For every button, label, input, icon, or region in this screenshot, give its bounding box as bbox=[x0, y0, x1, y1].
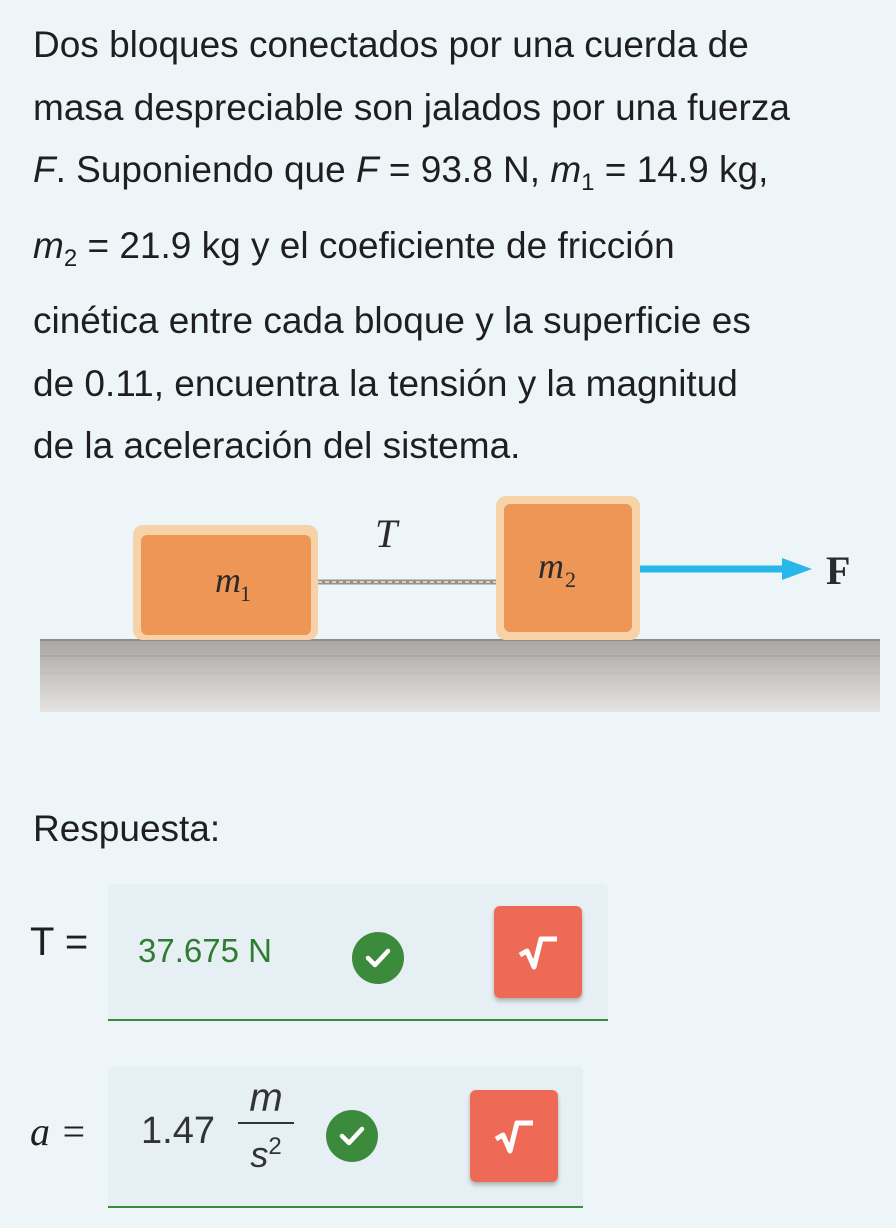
acceleration-answer-label: a = bbox=[30, 1109, 87, 1154]
block-m2-subscript: 2 bbox=[565, 567, 576, 592]
tension-answer-field[interactable] bbox=[108, 884, 608, 1021]
math-input-button[interactable] bbox=[470, 1090, 558, 1182]
problem-line-7: de la aceleración del sistema. bbox=[33, 425, 521, 466]
check-circle-icon bbox=[352, 932, 404, 984]
ground bbox=[40, 640, 880, 712]
force-arrow bbox=[640, 558, 812, 580]
problem-line-1: Dos bloques conectados por una cuerda de bbox=[33, 24, 749, 65]
tension-label: T bbox=[375, 511, 398, 556]
problem-line-2: masa despreciable son jalados por una fuerza bbox=[33, 86, 790, 128]
unit-numerator: m bbox=[249, 1076, 283, 1120]
acceleration-answer-field[interactable] bbox=[108, 1066, 583, 1208]
unit-denominator: $s^2$ bbox=[250, 1133, 282, 1175]
block-m2-label: m bbox=[538, 546, 564, 586]
force-label: F bbox=[826, 548, 851, 593]
block-m1-subscript: 1 bbox=[240, 581, 251, 606]
acceleration-unit bbox=[238, 1076, 294, 1176]
block-m1 bbox=[133, 525, 318, 640]
square-root-icon bbox=[493, 1117, 535, 1155]
block-m2 bbox=[496, 496, 640, 640]
block-m1-label: m bbox=[215, 560, 241, 600]
fraction-bar bbox=[238, 1122, 294, 1124]
acceleration-answer-value[interactable]: 1.47 bbox=[141, 1110, 215, 1152]
problem-line-6: de 0.11, encuentra la tensión y la magnitud bbox=[33, 362, 738, 404]
tension-answer-label: T = bbox=[30, 920, 89, 964]
problem-line-5: cinética entre cada bloque y la superficie es bbox=[33, 300, 751, 341]
math-input-button[interactable] bbox=[494, 906, 582, 998]
square-root-icon bbox=[517, 933, 559, 971]
tension-answer-value[interactable]: 37.675 N bbox=[138, 932, 272, 969]
check-circle-icon bbox=[326, 1110, 378, 1162]
blocks-diagram bbox=[0, 480, 896, 730]
problem-statement bbox=[33, 14, 883, 478]
answer-heading: Respuesta: bbox=[33, 808, 221, 849]
problem-line-4: $m_2 = 21.9$ kg y el coeficiente de fricción bbox=[33, 224, 675, 272]
problem-line-3: F. Suponiendo que F = 93.8 N, $m_1 = 14.9$ kg, bbox=[33, 149, 769, 196]
